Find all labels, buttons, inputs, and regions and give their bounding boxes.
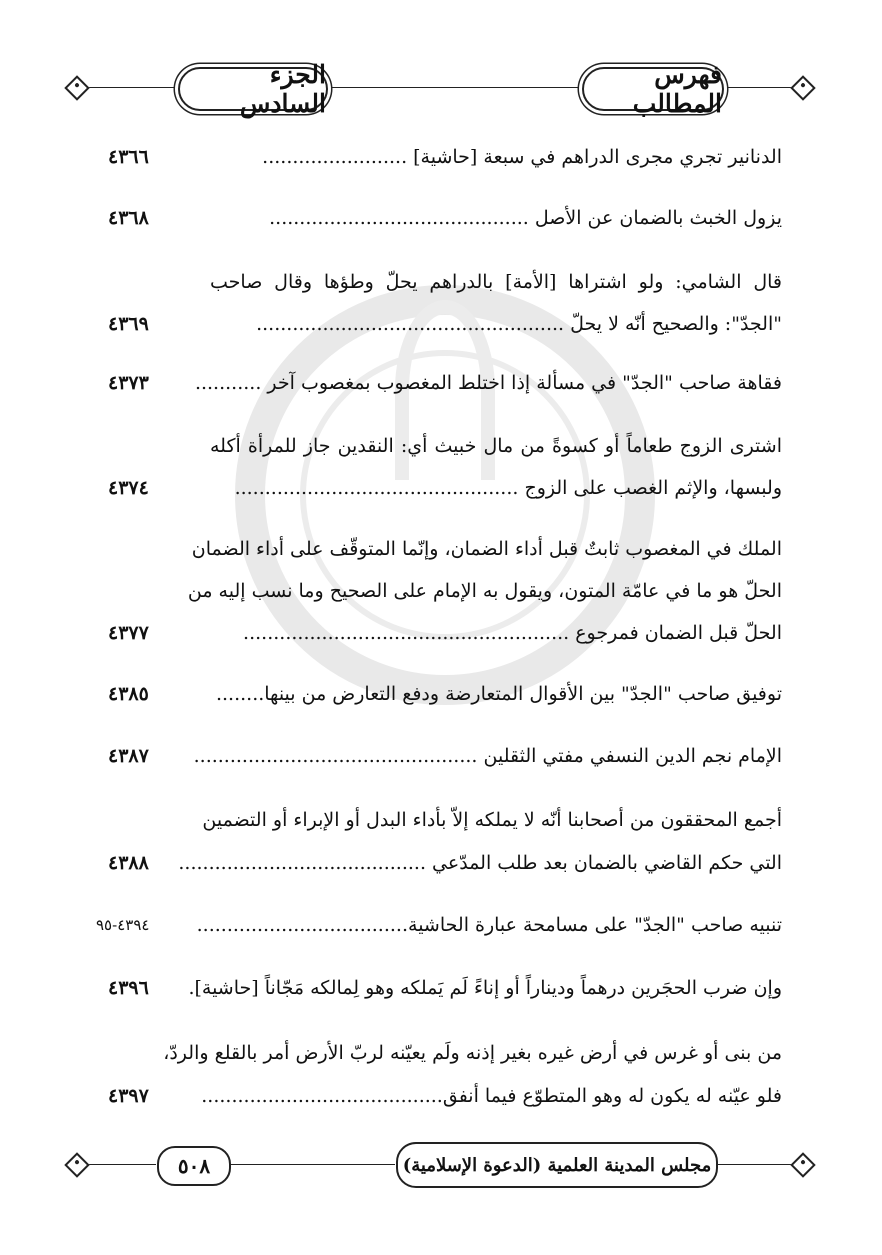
entry-line: الملك في المغصوب ثابتٌ قبل أداء الضمان، وإنّما المتوقّف على أداء الضمان (191, 538, 782, 560)
entry-page-number: ٤٣٦٩ (108, 313, 149, 335)
entry-line: الدنانير تجري مجرى الدراهم في سبعة [حاشية] ........................ (262, 146, 782, 168)
entry-page-number: ٤٣٩٤-٩٥ (96, 916, 150, 934)
entry-page-number: ٤٣٦٦ (108, 146, 149, 168)
header-index-title: فهرس المطالب (582, 67, 724, 111)
entry-page-number: ٤٣٨٨ (108, 852, 149, 874)
footer-rule-left (80, 1164, 156, 1165)
entry-line: التي حكم القاضي بالضمان بعد طلب المدّعي ......................................... (178, 852, 782, 874)
entry-page-number: ٤٣٧٣ (108, 372, 149, 394)
entry-page-number: ٤٣٨٥ (108, 683, 149, 705)
entry-line: فقاهة صاحب "الجدّ" في مسألة إذا اختلط المغصوب بمغصوب آخر ........... (194, 372, 782, 394)
entry-line: الإمام نجم الدين النسفي مفتي الثقلين ............................................... (193, 745, 782, 767)
header-rule-center (327, 87, 580, 88)
entry-line: يزول الخبث بالضمان عن الأصل ........................................... (269, 207, 782, 229)
footer-rule-right (716, 1164, 796, 1165)
entry-line: "الجدّ": والصحيح أنّه لا يحلّ ................................................... (256, 313, 782, 335)
entry-line: تنبيه صاحب "الجدّ" على مسامحة عبارة الحاشية................................... (196, 914, 782, 936)
entry-page-number: ٤٣٧٤ (108, 477, 149, 499)
ornament-icon (64, 75, 89, 100)
entry-line: ولبسها، والإثم الغصب على الزوج ............................................... (234, 477, 782, 499)
entry-line: الحلّ هو ما في عامّة المتون، ويقول به الإمام على الصحيح وما نسب إليه من (187, 580, 782, 602)
footer-rule-center (229, 1164, 395, 1165)
entry-line: فلو عيّنه له يكون له وهو المتطوّع فيما أنفق........................................ (201, 1085, 782, 1107)
ornament-icon (64, 1152, 89, 1177)
entry-page-number: ٤٣٨٧ (108, 745, 149, 767)
ornament-icon (790, 75, 815, 100)
entry-page-number: ٤٣٩٦ (108, 977, 149, 999)
entry-page-number: ٤٣٧٧ (108, 622, 149, 644)
header-volume-title: الجزء السادس (178, 67, 328, 111)
entry-line: أجمع المحققون من أصحابنا أنّه لا يملكه إلاّ بأداء البدل أو الإبراء أو التضمين (202, 809, 782, 831)
ornament-icon (790, 1152, 815, 1177)
entry-line: الحلّ قبل الضمان فمرجوع ...................................................... (243, 622, 782, 644)
entry-line: قال الشامي: ولو اشتراها [الأمة] بالدراهم يحلّ وطؤها وقال صاحب (210, 271, 782, 293)
publisher-name: مجلس المدينة العلمية (الدعوة الإسلامية) (396, 1142, 718, 1188)
entry-page-number: ٤٣٩٧ (108, 1085, 149, 1107)
header-rule-right (722, 87, 797, 88)
entry-line: وإن ضرب الحجَرين درهماً وديناراً أو إناءً لَم يَملكه وهو لِمالكه مَجّاناً [حاشية]. (188, 977, 782, 999)
entry-line: توفيق صاحب "الجدّ" بين الأقوال المتعارضة ودفع التعارض من بينها........ (215, 683, 782, 705)
page-number: ٥٠٨ (157, 1146, 231, 1186)
entry-line: من بنى أو غرس في أرض غيره بغير إذنه ولَم يعيّنه لربّ الأرض أمر بالقلع والردّ، (163, 1042, 782, 1064)
entry-line: اشترى الزوج طعاماً أو كسوةً من مال خبيث أي: النقدين جاز للمرأة أكله (210, 435, 782, 457)
entry-page-number: ٤٣٦٨ (108, 207, 149, 229)
header-rule-left (80, 87, 175, 88)
